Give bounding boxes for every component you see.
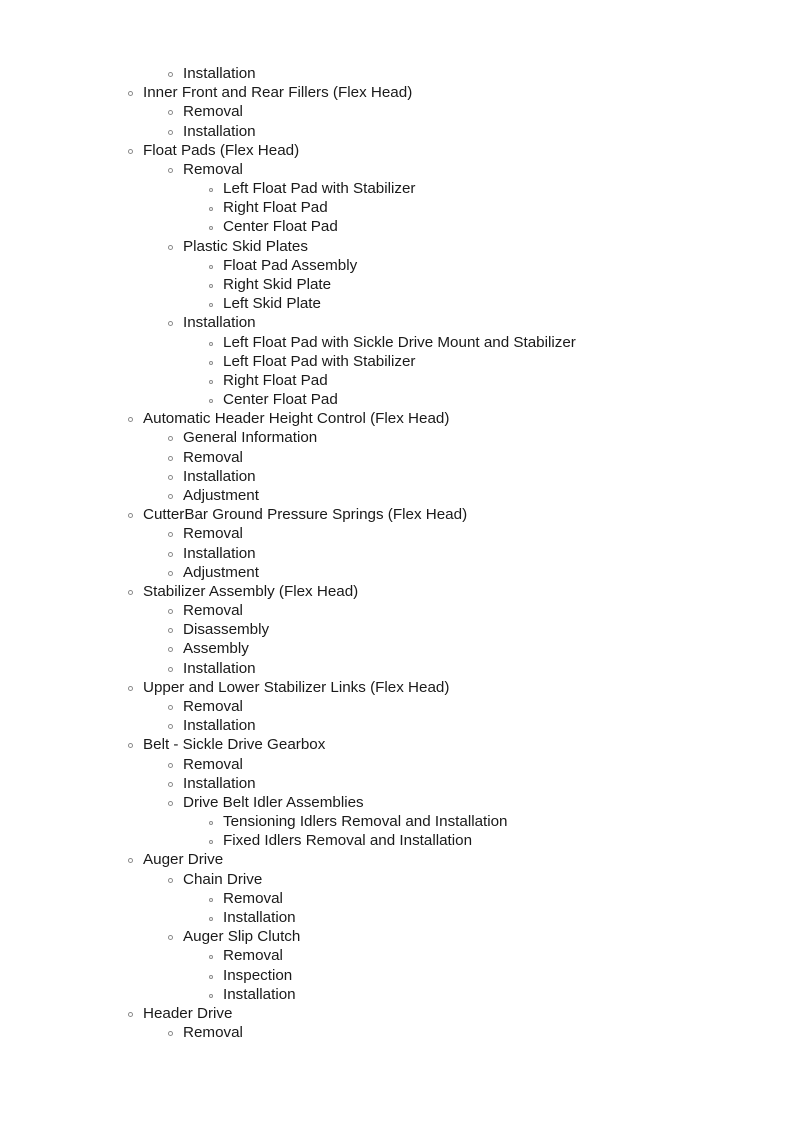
bullet-icon [168,1031,173,1036]
bullet-icon [128,743,133,748]
bullet-icon [209,898,213,902]
toc-item-level-2[interactable] [223,179,415,198]
toc-item-level-2[interactable] [223,946,283,965]
bullet-icon [168,763,173,768]
toc-item-label: Header Drive [143,1004,233,1022]
toc-item-level-0[interactable] [143,582,358,601]
bullet-icon [168,724,173,729]
bullet-icon [209,265,213,269]
toc-item-level-1[interactable] [183,927,300,946]
toc-item-level-1[interactable] [183,448,243,467]
toc-item-level-0[interactable] [143,83,412,102]
toc-item-level-1[interactable] [183,313,256,332]
bullet-icon [128,149,133,154]
bullet-icon [168,475,173,480]
toc-item-label: Adjustment [183,563,259,581]
toc-item-level-2[interactable] [223,889,283,908]
bullet-icon [209,284,213,288]
toc-item-level-1[interactable] [183,716,256,735]
toc-item-level-1[interactable] [183,563,259,582]
bullet-icon [168,609,173,614]
bullet-icon [209,380,213,384]
toc-item-label: Installation [183,314,256,332]
toc-item-label: Removal [183,103,243,121]
toc-item-label: Right Float Pad [223,371,328,389]
toc-item-label: Upper and Lower Stabilizer Links (Flex Head) [143,678,450,696]
toc-item-label: Left Float Pad with Sickle Drive Mount and Stabilizer [223,333,576,351]
toc-item-label: Inner Front and Rear Fillers (Flex Head) [143,84,413,102]
toc-item-label: Removal [183,755,243,773]
toc-item-level-1[interactable] [183,639,249,658]
toc-item-level-2[interactable] [223,908,296,927]
bullet-icon [168,552,173,557]
bullet-icon [168,878,173,883]
toc-item-level-2[interactable] [223,275,331,294]
toc-item-label: Center Float Pad [223,391,338,409]
bullet-icon [209,840,213,844]
toc-item-level-1[interactable] [183,160,243,179]
bullet-icon [128,858,133,863]
toc-item-level-2[interactable] [223,966,292,985]
toc-item-label: Removal [183,160,243,178]
toc-item-level-1[interactable] [183,486,259,505]
bullet-icon [168,110,173,115]
toc-item-label: Inspection [223,966,293,984]
toc-item-label: Installation [183,65,256,82]
bullet-icon [209,226,213,230]
bullet-icon [168,667,173,672]
bullet-icon [168,168,173,173]
bullet-icon [209,821,213,825]
toc-item-level-0[interactable] [143,141,299,160]
toc-item-label: Removal [223,889,283,907]
bullet-icon [128,686,133,691]
toc-item-label: Left Float Pad with Stabilizer [223,352,416,370]
toc-item-label: Removal [183,1024,243,1041]
bullet-icon [209,342,213,346]
bullet-icon [168,494,173,499]
toc-item-level-1[interactable] [183,428,317,447]
toc-item-label: Removal [183,602,243,619]
toc-item-level-0[interactable] [143,409,449,428]
toc-item-label: Right Float Pad [223,199,328,217]
toc-item-label: Float Pads (Flex Head) [143,141,300,159]
toc-item-label: Plastic Skid Plates [183,237,308,255]
toc-item-level-1[interactable] [183,64,256,83]
toc-item-label: Left Skid Plate [223,295,321,313]
toc-item-level-1[interactable] [183,102,243,121]
bullet-icon [168,935,173,940]
toc-item-label: Chain Drive [183,870,263,888]
toc-item-label: Disassembly [183,621,270,639]
toc-item-level-1[interactable] [183,601,243,620]
toc-item-level-1[interactable] [183,659,256,678]
toc-item-label: Installation [223,908,296,926]
toc-item-level-0[interactable] [143,505,467,524]
toc-item-level-0[interactable] [143,850,223,869]
toc-item-level-2[interactable] [223,256,357,275]
toc-item-level-2[interactable] [223,831,472,850]
toc-item-level-2[interactable] [223,812,508,831]
bullet-icon [209,303,213,307]
toc-item-label: Auger Slip Clutch [183,928,301,946]
toc-item-level-1[interactable] [183,755,243,774]
toc-item-level-1[interactable] [183,467,256,486]
toc-item-level-1[interactable] [183,774,256,793]
toc-item-label: Installation [183,544,256,562]
toc-item-level-1[interactable] [183,524,243,543]
toc-item-level-1[interactable] [183,793,364,812]
toc-item-label: Installation [183,717,256,735]
toc-item-label: CutterBar Ground Pressure Springs (Flex Head) [143,506,468,524]
bullet-icon [209,955,213,959]
bullet-icon [168,72,173,77]
toc-item-label: Installation [183,467,256,485]
toc-item-level-0[interactable] [143,735,325,754]
toc-item-label: Center Float Pad [223,218,338,236]
toc-item-label: Removal [223,947,283,965]
bullet-icon [168,571,173,576]
toc-item-label: General Information [183,429,318,447]
toc-item-level-1[interactable] [183,122,256,141]
toc-item-level-1[interactable] [183,870,262,889]
bullet-icon [209,207,213,211]
bullet-icon [168,801,173,806]
toc-item-label: Installation [183,774,256,792]
toc-item-level-2[interactable] [223,294,321,313]
toc-item-label: Installation [223,985,296,1003]
toc-item-level-2[interactable] [223,333,576,352]
toc-item-level-2[interactable] [223,390,338,409]
toc-item-label: Removal [183,525,243,543]
toc-item-level-1[interactable] [183,1023,243,1042]
toc-item-level-2[interactable] [223,198,328,217]
bullet-icon [168,456,173,461]
toc-item-label: Drive Belt Idler Assemblies [183,793,364,811]
bullet-icon [168,532,173,537]
bullet-icon [209,399,213,403]
toc-item-label: Fixed Idlers Removal and Installation [223,832,473,850]
toc-item-label: Adjustment [183,487,259,504]
bullet-icon [168,436,173,441]
toc-item-level-2[interactable] [223,217,338,236]
toc-item-level-2[interactable] [223,352,415,371]
bullet-icon [168,321,173,326]
toc-item-label: Left Float Pad with Stabilizer [223,180,416,198]
bullet-icon [168,130,173,135]
bullet-icon [128,513,133,518]
toc-item-level-0[interactable] [143,678,449,697]
bullet-icon [209,361,213,365]
bullet-icon [209,975,213,979]
toc-item-label: Automatic Header Height Control (Flex Head) [143,410,450,428]
toc-item-level-1[interactable] [183,237,308,256]
bullet-icon [209,994,213,998]
toc-item-label: Stabilizer Assembly (Flex Head) [143,582,359,600]
bullet-icon [168,705,173,710]
toc-item-label: Installation [183,659,256,677]
toc-item-level-1[interactable] [183,544,256,563]
bullet-icon [168,245,173,250]
bullet-icon [209,917,213,921]
toc-item-label: Removal [183,448,243,466]
toc-item-level-1[interactable] [183,697,243,716]
bullet-icon [168,647,173,652]
bullet-icon [209,188,213,192]
toc-item-level-2[interactable] [223,371,328,390]
toc-item-label: Right Skid Plate [223,276,332,293]
toc-item-label: Auger Drive [143,851,224,869]
bullet-icon [128,417,133,422]
toc-item-label: Belt - Sickle Drive Gearbox [143,736,326,754]
toc-item-label: Float Pad Assembly [223,256,358,274]
bullet-icon [128,91,133,96]
toc-item-label: Installation [183,122,256,140]
bullet-icon [168,782,173,787]
bullet-icon [128,1012,133,1017]
toc-item-level-0[interactable] [143,1004,232,1023]
bullet-icon [128,590,133,595]
toc-item-level-2[interactable] [223,985,296,1004]
toc-item-level-1[interactable] [183,620,269,639]
toc-item-label: Removal [183,697,243,715]
bullet-icon [168,628,173,633]
toc-item-label: Assembly [183,640,249,658]
toc-item-label: Tensioning Idlers Removal and Installation [223,813,508,830]
